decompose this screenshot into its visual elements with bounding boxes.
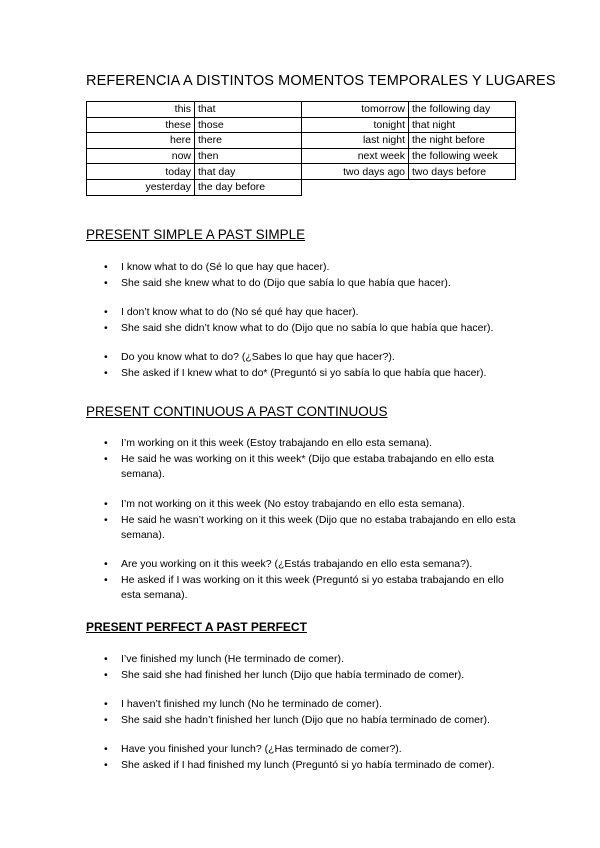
bullet-list <box>86 697 526 728</box>
bullet-icon: • <box>104 498 108 510</box>
table-cell: yesterday <box>87 179 195 195</box>
bullet-list <box>86 742 526 773</box>
bullet-icon: • <box>104 653 108 665</box>
table-cell: there <box>195 133 302 149</box>
bullet-icon: • <box>104 366 108 379</box>
table-row <box>87 148 516 164</box>
bullet-icon: • <box>104 513 108 526</box>
list-item: • She asked if I had finished my lunch (Preguntó si yo había terminado de comer). <box>86 758 526 774</box>
reference-table <box>86 101 516 196</box>
table-cell: tonight <box>302 117 409 133</box>
bullet-icon: • <box>104 452 108 465</box>
bullet-icon: • <box>104 261 108 273</box>
table-cell: then <box>195 148 302 164</box>
bullet-icon: • <box>104 743 108 755</box>
table-cell: that day <box>195 164 302 180</box>
section-heading-present-perfect: PRESENT PERFECT A PAST PERFECT <box>86 620 307 634</box>
list-item: • I’m not working on it this week (No estoy trabajando en ello esta semana). <box>86 497 526 513</box>
table-cell: this <box>87 102 195 118</box>
bullet-list <box>86 305 526 336</box>
table-cell: those <box>195 117 302 133</box>
list-item: • She said she had finished her lunch (Dijo que había terminado de comer). <box>86 668 526 684</box>
list-item: • He said he was working on it this week* (Dijo que estaba trabajando en ello esta semana). <box>104 452 494 480</box>
table-cell: last night <box>302 133 409 149</box>
bullet-icon: • <box>104 276 108 289</box>
table-cell: that night <box>409 117 516 133</box>
list-item: • He asked if I was working on it this week (Preguntó si yo estaba trabajando en ello esta semana). <box>104 573 504 601</box>
table-cell: that <box>195 102 302 118</box>
list-item: • I don’t know what to do (No sé qué hay que hacer). <box>86 305 526 321</box>
bullet-icon: • <box>104 573 108 586</box>
bullet-icon: • <box>104 758 108 771</box>
bullet-icon: • <box>104 437 108 449</box>
list-item: • I know what to do (Sé lo que hay que hacer). <box>86 260 526 276</box>
bullet-icon: • <box>104 668 108 681</box>
table-cell-empty <box>409 179 516 195</box>
table-cell: tomorrow <box>302 102 409 118</box>
bullet-list <box>86 436 526 483</box>
list-item: • Are you working on it this week? (¿Estás trabajando en ello esta semana?). <box>86 557 526 573</box>
table-cell: today <box>87 164 195 180</box>
bullet-icon: • <box>104 713 108 726</box>
table-cell: here <box>87 133 195 149</box>
page-title: REFERENCIA A DISTINTOS MOMENTOS TEMPORALES Y LUGARES <box>86 73 556 89</box>
bullet-list <box>86 557 526 604</box>
section-heading-present-simple: PRESENT SIMPLE A PAST SIMPLE <box>86 227 306 242</box>
list-item: • I’m working on it this week (Estoy trabajando en ello esta semana). <box>86 436 526 452</box>
table-cell: two days before <box>409 164 516 180</box>
list-item: • I haven’t finished my lunch (No he terminado de comer). <box>86 697 526 713</box>
list-item: • She said she didn’t know what to do (Dijo que no sabía lo que había que hacer). <box>86 321 526 337</box>
table-row <box>87 117 516 133</box>
list-item: • Do you know what to do? (¿Sabes lo que hay que hacer?). <box>86 350 526 366</box>
section-heading-present-continuous: PRESENT CONTINUOUS A PAST CONTINUOUS <box>86 404 388 419</box>
list-item: • I’ve finished my lunch (He terminado de comer). <box>86 652 526 668</box>
bullet-list <box>86 497 526 544</box>
table-row <box>87 133 516 149</box>
list-item: • She said she knew what to do (Dijo que sabía lo que había que hacer). <box>86 276 526 292</box>
list-item: • She said she hadn’t finished her lunch (Dijo que no había terminado de comer). <box>86 713 526 729</box>
table-row <box>87 164 516 180</box>
table-cell: the following week <box>409 148 516 164</box>
table-row <box>87 102 516 118</box>
table-row <box>87 179 516 195</box>
table-cell: now <box>87 148 195 164</box>
table-cell: the following day <box>409 102 516 118</box>
list-item: • She asked if I knew what to do* (Preguntó si yo sabía lo que había que hacer). <box>86 366 526 382</box>
bullet-icon: • <box>104 698 108 710</box>
bullet-icon: • <box>104 321 108 334</box>
list-item: • Have you finished your lunch? (¿Has terminado de comer?). <box>86 742 526 758</box>
table-cell: next week <box>302 148 409 164</box>
table-cell-empty <box>302 179 409 195</box>
table-cell: these <box>87 117 195 133</box>
list-item: • He said he wasn’t working on it this week (Dijo que no estaba trabajando en ello esta semana). <box>104 513 516 541</box>
table-cell: two days ago <box>302 164 409 180</box>
table-cell: the day before <box>195 179 302 195</box>
bullet-icon: • <box>104 306 108 318</box>
bullet-icon: • <box>104 558 108 570</box>
bullet-icon: • <box>104 351 108 363</box>
bullet-list <box>86 652 526 683</box>
table-cell: the night before <box>409 133 516 149</box>
bullet-list <box>86 260 526 291</box>
bullet-list <box>86 350 526 381</box>
